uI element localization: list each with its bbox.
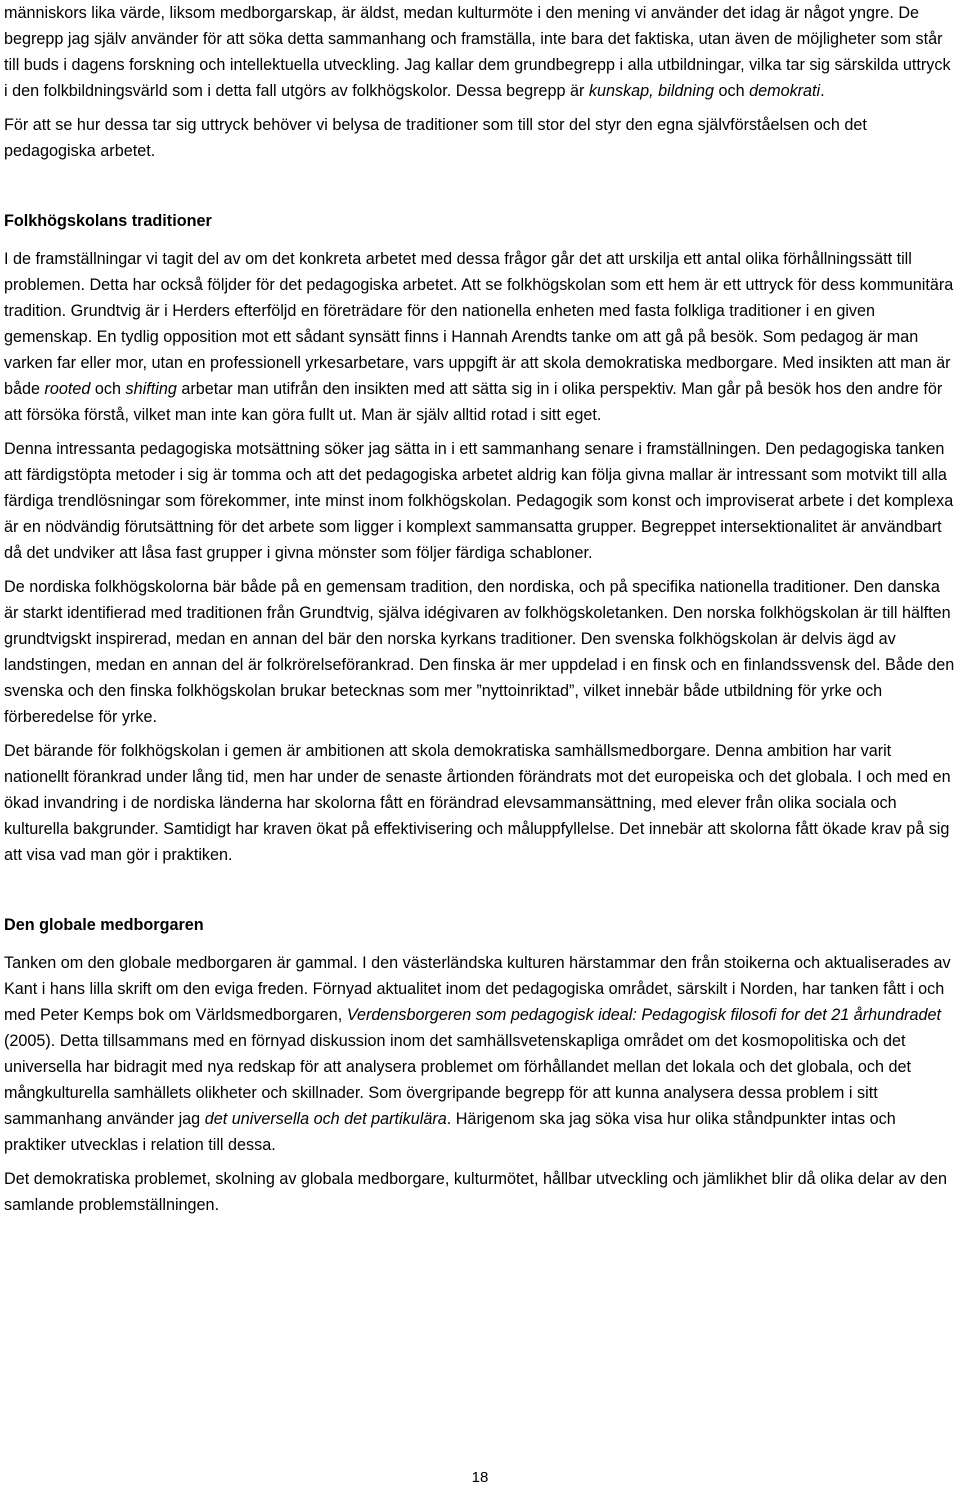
section1-paragraph-1: I de framställningar vi tagit del av om det konkreta arbetet med dessa frågor går det att urskilja ett antal olika förhållningssätt till problemen. Detta har också följder för det pedagogiska arbetet. Att se folkhögskolan som ett hem är ett uttryck för dess kommunitära tradition. Grundtvig är i Herders efterföljd en företrädare för den nationella enheten med fasta folkliga traditioner i en given gemenskap. En tydlig opposition mot ett sådant synsätt finns i Hannah Arendts tanke om att gå på besök. Som pedagog är man varken far eller mor, utan en professionell yrkesarbetare, vars uppgift är att skola demokratiska medborgare. Med insikten att man är både rooted och shifting arbetar man utifrån den insikten med att sätta sig in i olika perspektiv. Man går på besök hos den andre för att försöka förstå, vilket man inte kan göra fullt ut. Man är själv alltid rotad i sitt eget.: [4, 250, 954, 424]
intro-paragraph-1: människors lika värde, liksom medborgarskap, är äldst, medan kulturmöte i den mening vi använder det idag är något yngre. De begrepp jag själv använder för att söka detta sammanhang och framställa, inte bara det faktiska, utan även de möjligheter som står till buds i dagens forskning och intellektuella utveckling. Jag kallar dem grundbegrepp i alla utbildningar, vilka tar sig särskilda uttryck i den folkbildningsvärld som i detta fall utgörs av folkhögskolor. Dessa begrepp är kunskap, bildning och demokrati.: [4, 4, 951, 100]
section1-paragraph-2: Denna intressanta pedagogiska motsättning söker jag sätta in i ett sammanhang senare i framställningen. Den pedagogiska tanken att färdigstöpta metoder i sig är tomma och att det pedagogiska arbetet aldrig kan följa givna mallar är intressant som motvikt till alla färdiga trendlösningar som förekommer, inte minst inom folkhögskolan. Pedagogik som konst och improviserat arbete i det komplexa är en nödvändig förutsättning för det arbete som ligger i komplext sammansatta grupper. Begreppet intersektionalitet är användbart då det undviker att låsa fast grupper i givna mönster som följer färdiga schabloner.: [4, 440, 954, 562]
section2-paragraph-1: Tanken om den globale medborgaren är gammal. I den västerländska kulturen härstammar den från stoikerna och aktualiserades av Kant i hans lilla skrift om den eviga freden. Förnyad aktualitet inom det pedagogiska området, särskilt i Norden, har tanken fått i och med Peter Kemps bok om Världsmedborgaren, Verdensborgeren som pedagogisk ideal: Pedagogisk filosofi for det 21 århundradet (2005). Detta tillsammans med en förnyad diskussion inom det samhällsvetenskapliga området om det kosmopolitiska och det universella har bidragit med nya redskap för att analysera problemet om förhållandet mellan det lokala och det globala, och det mångkulturella samhällets olikheter och skillnader. Som övergripande begrepp för att kunna analysera dessa problem i sitt sammanhang använder jag det universella och det partikulära. Härigenom ska jag söka visa hur olika ståndpunkter intas och praktiker utvecklas i relation till dessa.: [4, 954, 951, 1154]
page-number: 18: [471, 1469, 489, 1486]
italic-term: det universella och det partikulära: [204, 1110, 447, 1128]
document-page: [4, 0, 958, 1218]
italic-book-title: Verdensborgeren som pedagogisk ideal: Pedagogisk filosofi for det 21 århundradet: [346, 1006, 942, 1024]
intro-paragraph-2: För att se hur dessa tar sig uttryck behöver vi belysa de traditioner som till stor del styr den egna självförståelsen och det pedagogiska arbetet.: [4, 116, 867, 160]
section1-paragraph-3: De nordiska folkhögskolorna bär både på en gemensam tradition, den nordiska, och på specifika nationella traditioner. Den danska är starkt identifierad med traditionen från Grundtvig, själva idégivaren av folkhögskoletanken. Den norska folkhögskolan är till hälften grundtvigskt inspirerad, medan en annan del bär den norska kyrkans traditioner. Den svenska folkhögskolan är delvis ägd av landstingen, medan en annan del är folkrörelseförankrad. Den finska är mer uppdelad i en finsk och en finlandssvensk del. Både den svenska och den finska folkhögskolan brukar betecknas som mer ”nyttoinriktad”, vilket innebär både utbildning för yrke och förberedelse för yrke.: [4, 578, 955, 726]
italic-term: kunskap, bildning: [588, 82, 714, 100]
section-heading-den-globale-medborgaren: Den globale medborgaren: [4, 916, 204, 934]
italic-term: demokrati: [749, 82, 821, 100]
section-heading-folkhogskolans-traditioner: Folkhögskolans traditioner: [4, 212, 212, 230]
section1-paragraph-4: Det bärande för folkhögskolan i gemen är ambitionen att skola demokratiska samhällsmedborgare. Denna ambition har varit nationellt förankrad under lång tid, men har under de senaste årtionden förändrats mot det europeiska och det globala. I och med en ökad invandring i de nordiska länderna har skolorna fått en förändrad elevsammansättning, med elever från olika sociala och kulturella bakgrunder. Samtidigt har kraven ökat på effektivisering och måluppfyllelse. Det innebär att skolorna fått ökade krav på sig att visa vad man gör i praktiken.: [4, 742, 951, 864]
italic-term: rooted: [44, 380, 91, 398]
section2-paragraph-2: Det demokratiska problemet, skolning av globala medborgare, kulturmötet, hållbar utveckling och jämlikhet blir då olika delar av den samlande problemställningen.: [4, 1170, 947, 1214]
italic-term: shifting: [125, 380, 177, 398]
